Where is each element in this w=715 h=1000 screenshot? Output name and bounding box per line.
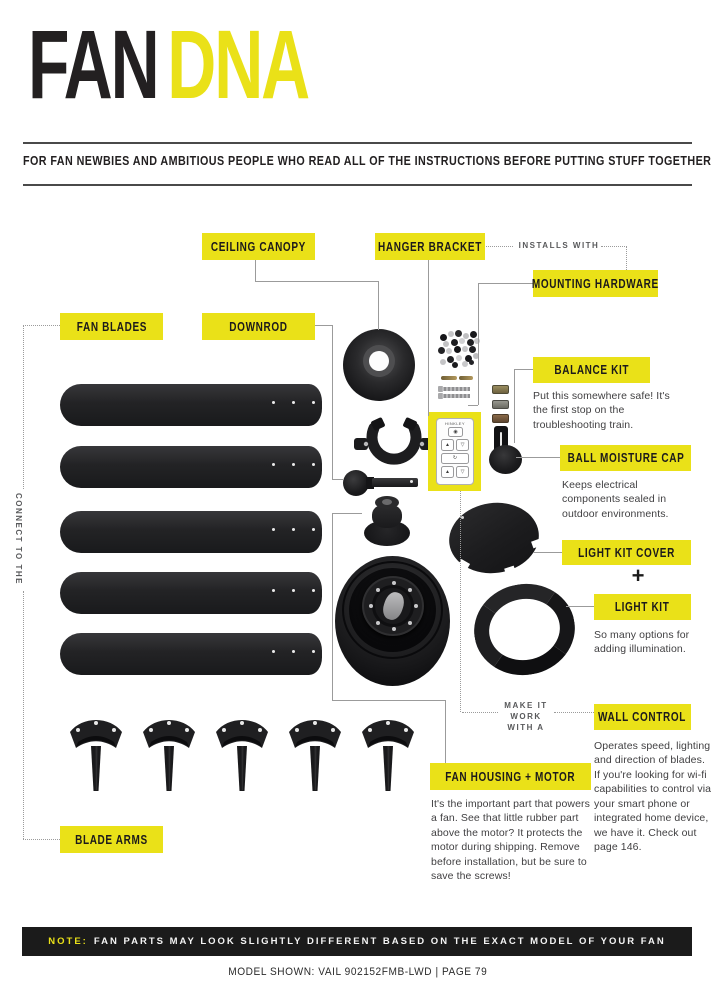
label-ball-moisture-cap: BALL MOISTURE CAP — [560, 445, 691, 471]
light-kit-image — [467, 576, 582, 683]
desc-fan-housing-motor: It's the important part that powers a fan. See that little rubber part above the motor? It protects the motor during shipping. Remove before installation, but be sure to save the screws! — [431, 798, 590, 883]
connector-line — [332, 513, 362, 514]
blade-arm-image — [211, 711, 273, 798]
caption-installs-with: INSTALLS WITH — [518, 241, 600, 250]
connector-line — [566, 606, 594, 607]
label-fan-blades: FAN BLADES — [60, 313, 163, 340]
caption-make-it-work: MAKE IT WORK WITH A — [504, 701, 548, 733]
blade-arm-image — [65, 711, 127, 798]
blade-arm-image — [357, 711, 419, 798]
desc-ball-moisture-cap: Keeps electrical components sealed in outdoor environments. — [562, 479, 669, 520]
fan-blade-image — [60, 384, 322, 426]
connector-line — [478, 283, 479, 405]
page-subtitle: FOR FAN NEWBIES AND AMBITIOUS PEOPLE WHO READ ALL OF THE INSTRUCTIONS BEFORE PUTTING STUFF TOGETHER — [23, 154, 712, 168]
ball-moisture-cap-image — [489, 445, 522, 474]
note-label: NOTE: — [48, 936, 88, 947]
connector-line — [514, 369, 533, 370]
connector-line — [468, 405, 478, 406]
dotted-connector — [486, 246, 513, 247]
connector-line — [478, 283, 533, 284]
label-blade-arms: BLADE ARMS — [60, 826, 163, 853]
note-bar — [22, 927, 692, 956]
connector-line — [533, 552, 562, 553]
title-dna: DNA — [167, 10, 309, 119]
remote-light-down-icon: ▽ — [456, 439, 469, 451]
dotted-connector — [462, 712, 498, 713]
dotted-connector — [23, 325, 60, 326]
desc-wall-control: Operates speed, lighting and direction of blades. If you're looking for wi-fi capabilities to control via your smart phone or integrated home device, we have it. Check out page 146. — [594, 740, 712, 854]
connector-line — [332, 325, 333, 480]
label-light-kit: LIGHT KIT — [594, 594, 691, 620]
wall-control-remote-image — [436, 418, 474, 485]
divider-top — [23, 142, 692, 144]
desc-light-kit: So many options for adding illumination. — [594, 629, 690, 656]
label-ceiling-canopy: CEILING CANOPY — [202, 233, 315, 260]
connector-line — [445, 700, 446, 763]
note-text: FAN PARTS MAY LOOK SLIGHTLY DIFFERENT BASED ON THE EXACT MODEL OF YOUR FAN — [93, 936, 666, 947]
page-title — [28, 10, 309, 119]
dotted-connector — [554, 712, 594, 713]
label-balance-kit: BALANCE KIT — [533, 357, 650, 383]
connector-line — [428, 260, 429, 416]
rubber-part-image — [364, 496, 410, 548]
dotted-connector — [23, 591, 24, 839]
fan-housing-motor-image — [335, 556, 450, 686]
label-hanger-bracket: HANGER BRACKET — [375, 233, 485, 260]
label-downrod: DOWNROD — [202, 313, 315, 340]
dotted-connector — [626, 246, 627, 270]
blade-arm-image — [284, 711, 346, 798]
remote-fan-speed-icon: ↻ — [441, 453, 469, 464]
divider-bottom — [23, 184, 692, 186]
wall-control-device — [428, 412, 481, 491]
dotted-connector — [23, 325, 24, 489]
light-kit-cover-image — [449, 503, 539, 573]
label-mounting-hardware: MOUNTING HARDWARE — [533, 270, 658, 297]
fan-blade-image — [60, 511, 322, 553]
connector-line — [332, 479, 344, 480]
hanger-bracket-image — [352, 414, 436, 466]
ceiling-canopy-image — [343, 329, 415, 401]
label-fan-housing-motor: FAN HOUSING + MOTOR — [430, 763, 591, 790]
downrod-image — [343, 468, 421, 498]
connector-line — [516, 457, 560, 458]
remote-fan-up-icon: ▲ — [441, 466, 454, 478]
fan-blade-image — [60, 572, 322, 614]
plus-sign: + — [631, 563, 645, 588]
model-line: MODEL SHOWN: VAIL 902152FMB-LWD | PAGE 79 — [227, 966, 488, 978]
dotted-connector — [460, 491, 461, 712]
connector-line — [514, 369, 515, 443]
dotted-connector — [23, 839, 60, 840]
connector-line — [255, 260, 256, 281]
blade-arm-image — [138, 711, 200, 798]
remote-brand-label: HINKLEY — [445, 421, 465, 426]
connector-line — [378, 281, 379, 330]
mounting-hardware-image — [438, 330, 480, 402]
fan-blade-image — [60, 633, 322, 675]
label-wall-control: WALL CONTROL — [594, 704, 691, 730]
caption-connect-to-the: CONNECT TO THE — [14, 493, 23, 585]
desc-balance-kit: Put this somewhere safe! It's the first stop on the troubleshooting train. — [533, 390, 670, 431]
connector-line — [332, 513, 333, 701]
remote-fan-down-icon: ▽ — [456, 466, 469, 478]
remote-light-up-icon: ▲ — [441, 439, 454, 451]
connector-line — [315, 325, 332, 326]
connector-line — [255, 281, 378, 282]
fan-blade-image — [60, 446, 322, 488]
connector-line — [332, 700, 445, 701]
title-fan: FAN — [28, 10, 158, 119]
remote-power-icon: ◉ — [448, 427, 463, 437]
label-light-kit-cover: LIGHT KIT COVER — [562, 540, 691, 565]
